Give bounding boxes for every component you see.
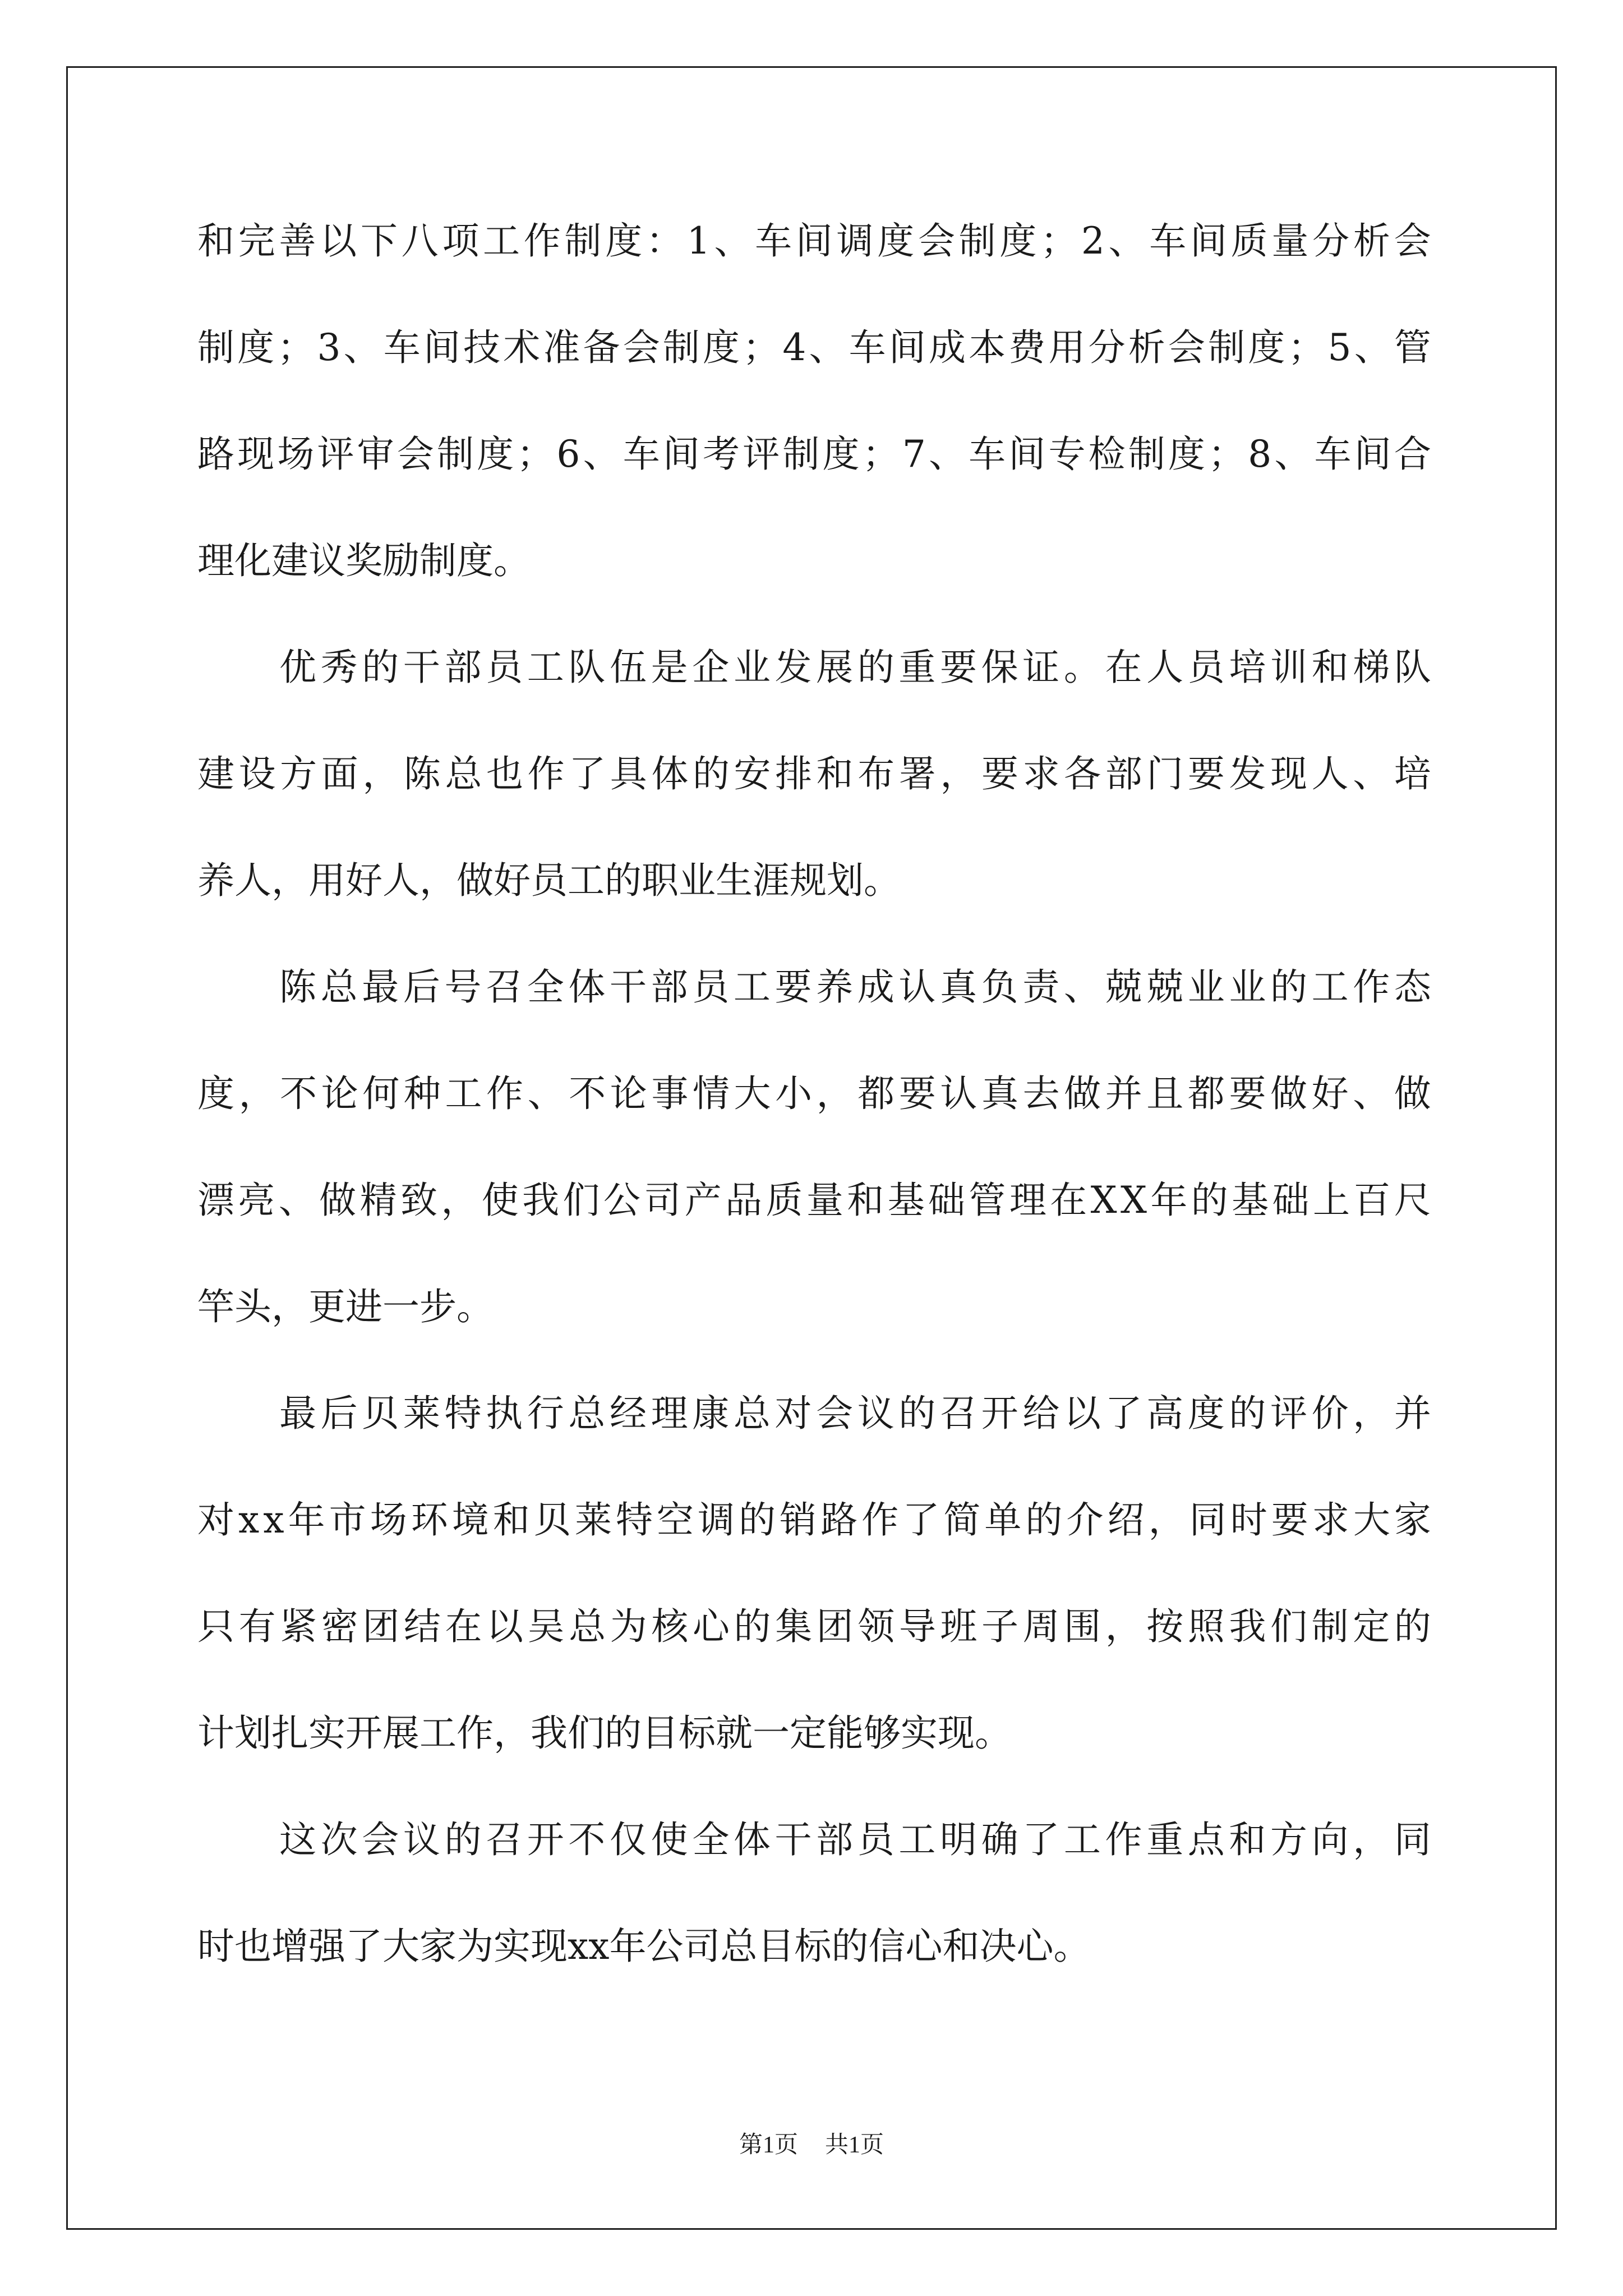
text-line: 计划扎实开展工作，我们的目标就一定能够实现。: [197, 1711, 1012, 1755]
text-line: 竿头，更进一步。: [197, 1285, 494, 1328]
text-line: 对 x x 年 市 场 环 境 和 贝 莱 特 空 调 的 销 路 作 了 简 单 的 介 绍 ， 同 时 要 求 大 家: [197, 1498, 1431, 1542]
text-line: 这 次 会 议 的 召 开 不 仅 使 全 体 干 部 员 工 明 确 了 工 作 重 点 和 方 向 ， 同: [279, 1818, 1431, 1861]
text-line: 养人，用好人，做好员工的职业生涯规划。: [197, 859, 901, 902]
text-line: 和 完 善 以 下 八 项 工 作 制 度 ： 1 、 车 间 调 度 会 制 度 ； 2 、 车 间 质 量 分 析 会: [197, 219, 1431, 263]
text-line: 时也增强了大家为实现xx年公司总目标的信心和决心。: [197, 1925, 1091, 1968]
page-number: 第1页: [739, 2132, 798, 2158]
text-line: 陈 总 最 后 号 召 全 体 干 部 员 工 要 养 成 认 真 负 责 、 兢 兢 业 业 的 工 作 态: [279, 965, 1431, 1009]
text-line: 只 有 紧 密 团 结 在 以 吴 总 为 核 心 的 集 团 领 导 班 子 周 围 ， 按 照 我 们 制 定 的: [197, 1605, 1431, 1648]
text-line: 度 ， 不 论 何 种 工 作 、 不 论 事 情 大 小 ， 都 要 认 真 去 做 并 且 都 要 做 好 、 做: [197, 1072, 1431, 1115]
document-body: [197, 208, 1431, 2019]
text-line: 路 现 场 评 审 会 制 度 ； 6 、 车 间 考 评 制 度 ； 7 、 车 间 专 检 制 度 ； 8 、 车 间 合: [197, 432, 1431, 476]
text-line: 建 设 方 面 ， 陈 总 也 作 了 具 体 的 安 排 和 布 署 ， 要 求 各 部 门 要 发 现 人 、 培: [197, 752, 1431, 795]
text-line: 理化建议奖励制度。: [197, 539, 531, 582]
page-total: 共1页: [825, 2132, 884, 2158]
page-footer: [0, 2126, 1623, 2160]
text-line: 漂 亮 、 做 精 致 ， 使 我 们 公 司 产 品 质 量 和 基 础 管 理 在 X X 年 的 基 础 上 百 尺: [197, 1179, 1431, 1222]
text-line: 优 秀 的 干 部 员 工 队 伍 是 企 业 发 展 的 重 要 保 证 。 在 人 员 培 训 和 梯 队: [279, 646, 1431, 689]
text-line: 最 后 贝 莱 特 执 行 总 经 理 康 总 对 会 议 的 召 开 给 以 了 高 度 的 评 价 ， 并: [279, 1392, 1431, 1435]
text-line: 制 度 ； 3 、 车 间 技 术 准 备 会 制 度 ； 4 、 车 间 成 本 费 用 分 析 会 制 度 ； 5 、 管: [197, 326, 1431, 369]
